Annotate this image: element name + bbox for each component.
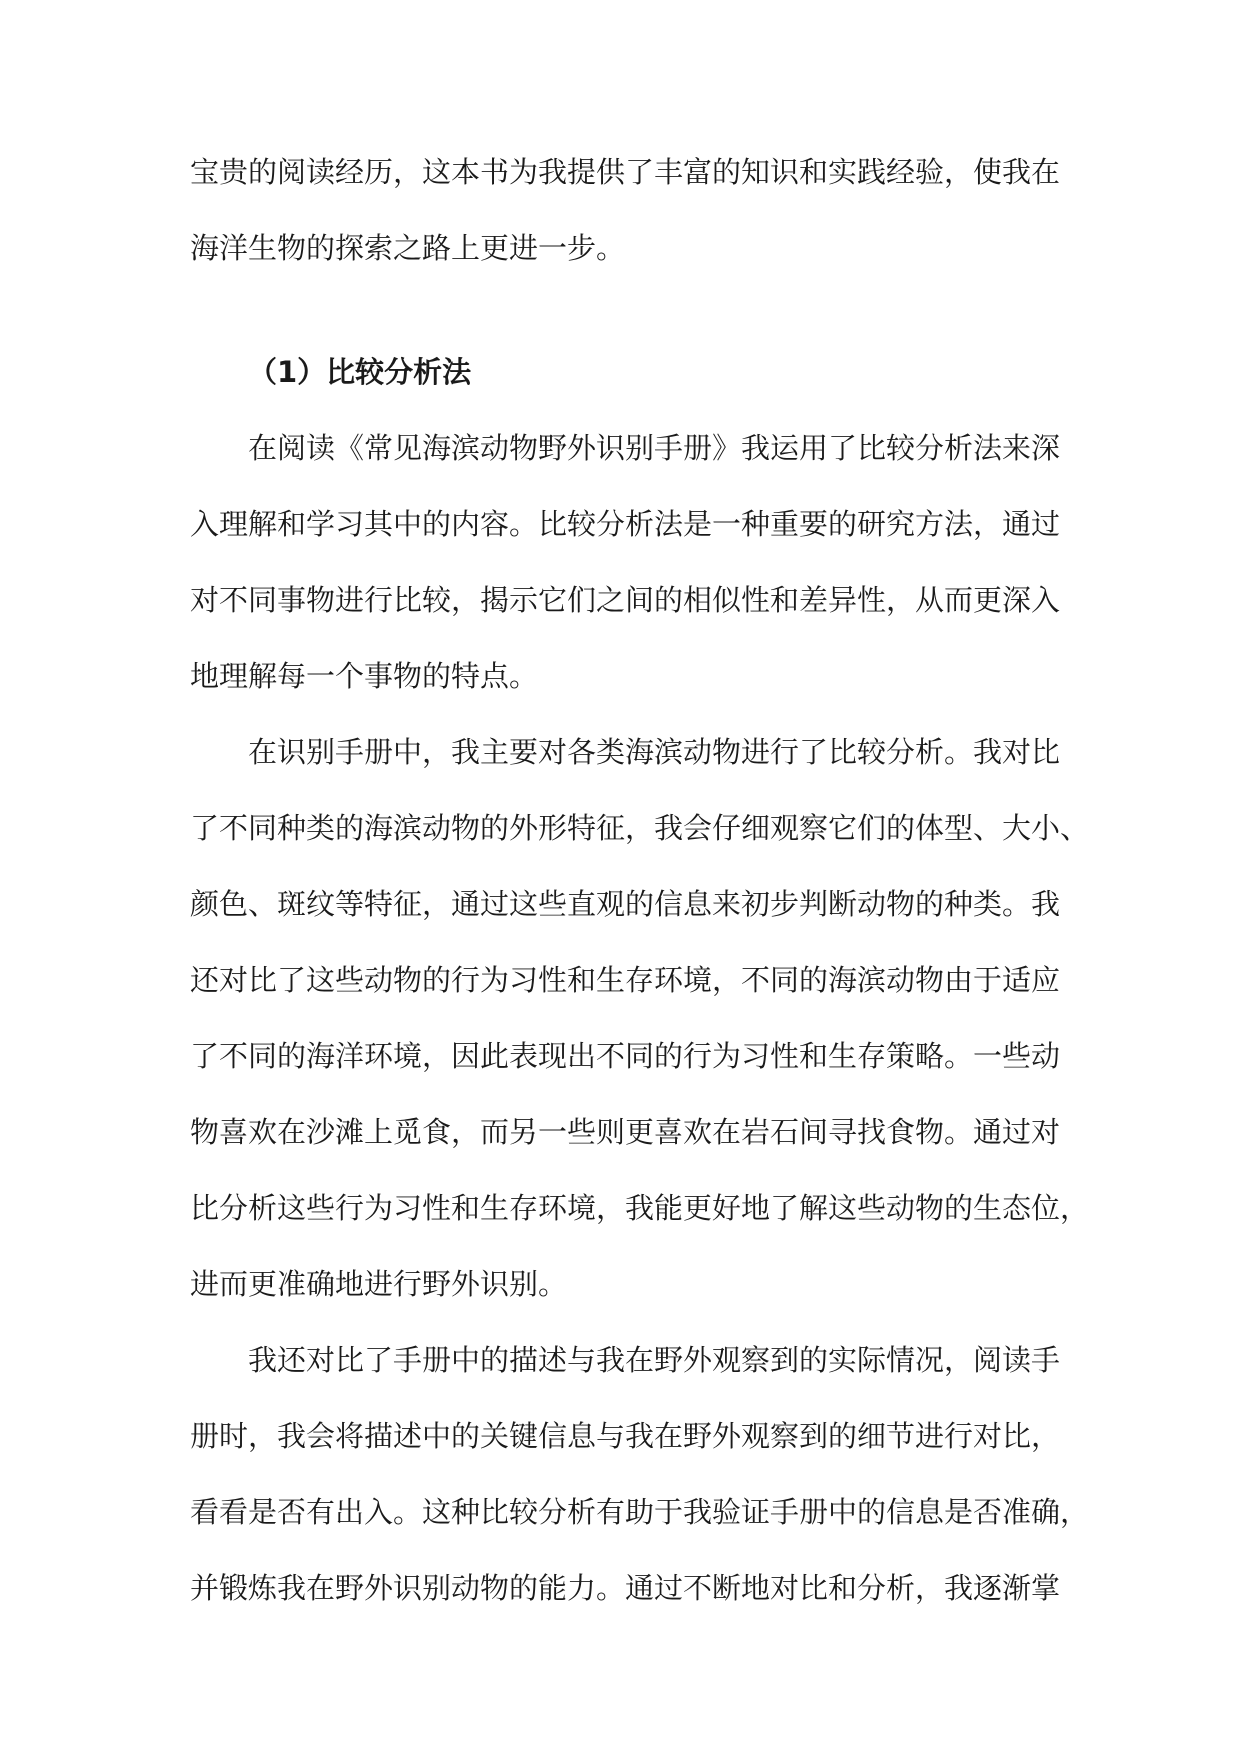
text-line: 比分析这些行为习性和生存环境，我能更好地了解这些动物的生态位， bbox=[190, 1191, 1090, 1225]
text-line: 物喜欢在沙滩上觅食，而另一些则更喜欢在岩石间寻找食物。通过对 bbox=[190, 1115, 1061, 1149]
text-line: 入理解和学习其中的内容。比较分析法是一种重要的研究方法，通过 bbox=[190, 507, 1061, 541]
spacer bbox=[190, 294, 1056, 342]
paragraph-3 bbox=[190, 1330, 1090, 1634]
text-line: 海洋生物的探索之路上更进一步。 bbox=[190, 231, 626, 265]
text-line: 看看是否有出入。这种比较分析有助于我验证手册中的信息是否准确， bbox=[190, 1495, 1090, 1529]
text-line: 颜色、斑纹等特征，通过这些直观的信息来初步判断动物的种类。我 bbox=[190, 887, 1061, 921]
text-line: 地理解每一个事物的特点。 bbox=[190, 659, 539, 693]
text-line: 并锻炼我在野外识别动物的能力。通过不断地对比和分析，我逐渐掌 bbox=[190, 1571, 1061, 1605]
paragraph-1 bbox=[190, 418, 1061, 722]
text-line: 了不同种类的海滨动物的外形特征，我会仔细观察它们的体型、大小、 bbox=[190, 811, 1090, 845]
text-line: 还对比了这些动物的行为习性和生存环境，不同的海滨动物由于适应 bbox=[190, 963, 1061, 997]
text-line: 册时，我会将描述中的关键信息与我在野外观察到的细节进行对比， bbox=[190, 1419, 1061, 1453]
section-heading: （1）比较分析法 bbox=[248, 355, 472, 389]
text-line: 对不同事物进行比较，揭示它们之间的相似性和差异性，从而更深入 bbox=[190, 583, 1061, 617]
intro-paragraph bbox=[190, 142, 1061, 294]
page-body bbox=[190, 142, 1090, 1634]
paragraph-2 bbox=[190, 722, 1090, 1330]
text-line: 在阅读《常见海滨动物野外识别手册》我运用了比较分析法来深 bbox=[248, 431, 1061, 465]
text-line: 宝贵的阅读经历，这本书为我提供了丰富的知识和实践经验，使我在 bbox=[190, 155, 1061, 189]
text-line: 了不同的海洋环境，因此表现出不同的行为习性和生存策略。一些动 bbox=[190, 1039, 1061, 1073]
text-line: 进而更准确地进行野外识别。 bbox=[190, 1267, 568, 1301]
text-line: 在识别手册中，我主要对各类海滨动物进行了比较分析。我对比 bbox=[248, 735, 1061, 769]
text-line: 我还对比了手册中的描述与我在野外观察到的实际情况，阅读手 bbox=[248, 1343, 1061, 1377]
